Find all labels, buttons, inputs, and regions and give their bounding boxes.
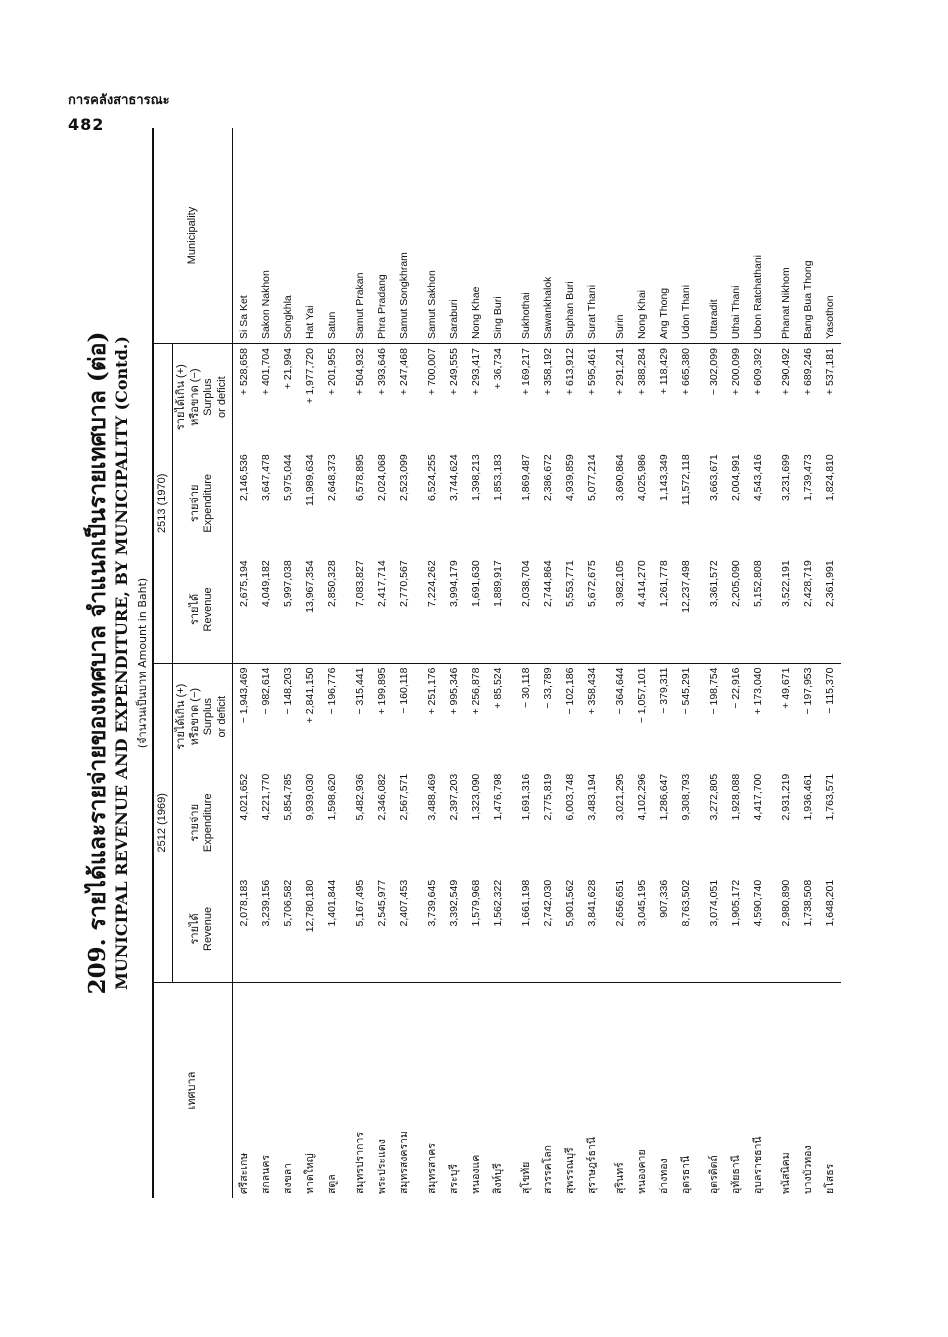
table-row bbox=[232, 128, 255, 1198]
english-municipality-cell: Ubon Ratchathani bbox=[747, 128, 769, 344]
expenditure-1970-cell: 1,824,810 bbox=[823, 454, 836, 501]
surplus-1970-cell: − 302,099 bbox=[707, 348, 720, 396]
thai-municipality-cell: สมุทรสงคราม bbox=[393, 983, 415, 1198]
expenditure-1969-cell: 1,323,090 bbox=[469, 773, 482, 821]
expenditure-1970-cell: 11,989,634 bbox=[303, 454, 316, 507]
thai-municipality-cell: สิงห์บุรี bbox=[487, 983, 509, 1198]
revenue-1969-cell: 2,078,183 bbox=[237, 879, 250, 927]
surplus-1969-cell: + 2,841,150 bbox=[303, 667, 316, 724]
table-row bbox=[797, 128, 819, 1198]
revenue-1970-cell: 7,224,262 bbox=[421, 556, 443, 663]
revenue-1969-cell: 5,901,562 bbox=[563, 879, 576, 927]
expenditure-1969-cell: 1,476,798 bbox=[491, 773, 504, 821]
expenditure-1969-cell: 2,567,571 bbox=[397, 773, 410, 821]
expenditure-1969-cell: 9,308,793 bbox=[679, 773, 692, 821]
table-row bbox=[631, 128, 653, 1198]
revenue-1969-cell: 1,738,508 bbox=[801, 879, 814, 927]
surplus-1969-cell: − 545,291 bbox=[679, 667, 692, 715]
revenue-1969-cell: 4,590,740 bbox=[751, 879, 764, 927]
expenditure-1970-cell: 11,572,118 bbox=[679, 454, 692, 506]
revenue-1969-cell: 2,980,890 bbox=[779, 879, 792, 927]
revenue-1970-cell: 1,889,917 bbox=[487, 556, 509, 663]
table-row bbox=[349, 128, 371, 1198]
thai-municipality-cell: สมุทรสาคร bbox=[421, 983, 443, 1198]
surplus-1970-cell: + 537,181 bbox=[823, 348, 836, 396]
english-municipality-cell: Nong Khae bbox=[465, 128, 487, 344]
expenditure-1970-cell: 4,939,859 bbox=[563, 454, 576, 501]
expenditure-1969-cell: 3,021,295 bbox=[613, 773, 626, 821]
surplus-1970-cell: + 118,429 bbox=[657, 348, 670, 395]
surplus-1969-cell: − 379,311 bbox=[657, 667, 670, 714]
surplus-1970-cell: + 201,955 bbox=[325, 348, 338, 396]
surplus-1970-cell: + 504,932 bbox=[353, 348, 366, 396]
surplus-1969-cell: − 364,644 bbox=[613, 667, 626, 715]
thai-municipality-cell: หาดใหญ่ bbox=[299, 983, 321, 1198]
thai-municipality-cell: อุตรดิตถ์ bbox=[703, 983, 725, 1198]
revenue-1969-cell: 2,407,453 bbox=[397, 879, 410, 927]
expenditure-1970-cell: 3,690,864 bbox=[613, 454, 626, 501]
thai-municipality-cell: สตูล bbox=[321, 983, 343, 1198]
surplus-1970-cell: + 595,461 bbox=[585, 348, 598, 396]
thai-municipality-cell: ยโสธร bbox=[819, 983, 841, 1198]
english-municipality-cell: Hat Yai bbox=[299, 128, 321, 344]
expenditure-1969-cell: 1,763,571 bbox=[823, 773, 836, 821]
col-expenditure-1970: รายจ่าย Expenditure bbox=[188, 473, 215, 533]
thai-municipality-cell: อุดรธานี bbox=[675, 983, 697, 1198]
table-title-thai: 209. รายได้และรายจ่ายของเทศบาล จำแนกเป็นรายเทศบาล (ต่อ) bbox=[84, 331, 111, 995]
revenue-1969-cell: 2,656,651 bbox=[613, 879, 626, 927]
expenditure-1969-cell: 2,346,082 bbox=[375, 773, 388, 821]
revenue-1970-cell: 5,152,808 bbox=[747, 556, 769, 663]
english-municipality-cell: Phra Pradang bbox=[371, 128, 393, 344]
expenditure-1969-cell: 1,691,316 bbox=[519, 773, 532, 821]
surplus-1970-cell: + 528,658 bbox=[237, 348, 250, 396]
surplus-1969-cell: + 251,176 bbox=[425, 667, 438, 715]
surplus-1970-cell: + 247,468 bbox=[397, 348, 410, 396]
expenditure-1970-cell: 2,004,991 bbox=[729, 454, 742, 501]
expenditure-1970-cell: 2,523,099 bbox=[397, 454, 410, 501]
expenditure-1969-cell: 5,482,936 bbox=[353, 773, 366, 821]
expenditure-1970-cell: 2,146,536 bbox=[237, 454, 250, 501]
thai-municipality-cell: สมุทรปราการ bbox=[349, 983, 371, 1198]
revenue-1969-cell: 8,763,502 bbox=[679, 879, 692, 927]
table-row bbox=[487, 128, 509, 1198]
surplus-1970-cell: + 293,417 bbox=[469, 348, 482, 396]
revenue-1970-cell: 12,237,498 bbox=[675, 556, 697, 663]
surplus-1969-cell: + 173,040 bbox=[751, 667, 764, 715]
expenditure-1970-cell: 3,647,478 bbox=[259, 454, 272, 501]
expenditure-1970-cell: 3,231,699 bbox=[779, 454, 792, 501]
table-row bbox=[299, 128, 321, 1198]
rotated-table-stage bbox=[60, 128, 890, 1198]
thai-municipality-cell: บางบัวทอง bbox=[797, 983, 819, 1198]
surplus-1970-cell: + 700,007 bbox=[425, 348, 438, 396]
thai-municipality-cell: สุรินทร์ bbox=[609, 983, 631, 1198]
expenditure-1969-cell: 3,483,194 bbox=[585, 773, 598, 821]
surplus-1970-cell: + 1,977,720 bbox=[303, 348, 316, 404]
surplus-1969-cell: + 358,434 bbox=[585, 667, 598, 715]
surplus-1970-cell: + 358,192 bbox=[541, 348, 554, 396]
expenditure-1969-cell: 2,397,203 bbox=[447, 773, 460, 821]
revenue-1969-cell: 3,739,645 bbox=[425, 879, 438, 927]
thai-municipality-cell: หนองคาย bbox=[631, 983, 653, 1198]
table-body bbox=[232, 128, 841, 1198]
revenue-1969-cell: 5,706,582 bbox=[281, 879, 294, 927]
table-row bbox=[725, 128, 747, 1198]
thai-municipality-cell: อ่างทอง bbox=[653, 983, 675, 1198]
surplus-1970-cell: + 36,734 bbox=[491, 348, 504, 390]
thai-municipality-cell: อุทัยธานี bbox=[725, 983, 747, 1198]
revenue-1970-cell: 7,083,827 bbox=[349, 556, 371, 663]
expenditure-1970-cell: 1,143,349 bbox=[657, 454, 670, 501]
revenue-1970-cell: 4,049,182 bbox=[255, 556, 277, 663]
surplus-1970-cell: + 393,646 bbox=[375, 348, 388, 396]
expenditure-1969-cell: 4,417,700 bbox=[751, 773, 764, 821]
english-municipality-cell: Yasothon bbox=[819, 128, 841, 344]
section-header: การคลังสาธารณะ bbox=[68, 93, 170, 108]
revenue-1969-cell: 1,648,201 bbox=[823, 879, 836, 927]
revenue-1969-cell: 3,045,195 bbox=[635, 879, 648, 927]
expenditure-1969-cell: 1,286,647 bbox=[657, 773, 670, 821]
expenditure-1969-cell: 4,221,770 bbox=[259, 773, 272, 821]
revenue-1970-cell: 2,205,090 bbox=[725, 556, 747, 663]
english-municipality-cell: Surin bbox=[609, 128, 631, 344]
col-surplus-1969: รายได้เกิน (+) หรือขาด (−) Surplus or deficit bbox=[174, 683, 228, 750]
english-municipality-cell: Sukhothai bbox=[515, 128, 537, 344]
thai-municipality-cell: พนัสนิคม bbox=[775, 983, 797, 1198]
revenue-1970-cell: 2,770,567 bbox=[393, 556, 415, 663]
revenue-1970-cell: 1,691,630 bbox=[465, 556, 487, 663]
surplus-1969-cell: + 49,671 bbox=[779, 667, 792, 709]
expenditure-1969-cell: 1,598,620 bbox=[325, 773, 338, 821]
surplus-1969-cell: − 22,916 bbox=[729, 667, 742, 709]
revenue-1970-cell: 2,361,991 bbox=[819, 556, 841, 663]
surplus-1969-cell: − 198,754 bbox=[707, 667, 720, 715]
revenue-1969-cell: 2,545,977 bbox=[375, 879, 388, 927]
table-row bbox=[393, 128, 415, 1198]
expenditure-1970-cell: 2,386,672 bbox=[541, 454, 554, 501]
english-municipality-cell: Bang Bua Thong bbox=[797, 128, 819, 344]
table-row bbox=[321, 128, 343, 1198]
surplus-1969-cell: + 85,524 bbox=[491, 667, 504, 709]
revenue-1970-cell: 2,417,714 bbox=[371, 556, 393, 663]
col-english-municipality: Municipality bbox=[153, 128, 232, 344]
thai-municipality-cell: สกลนคร bbox=[255, 983, 277, 1198]
thai-municipality-cell: พระประแดง bbox=[371, 983, 393, 1198]
revenue-1969-cell: 1,562,322 bbox=[491, 879, 504, 927]
revenue-1970-cell: 2,428,719 bbox=[797, 556, 819, 663]
table-row bbox=[775, 128, 797, 1198]
english-municipality-cell: Samut Sakhon bbox=[421, 128, 443, 344]
table-row bbox=[371, 128, 393, 1198]
revenue-1969-cell: 3,074,051 bbox=[707, 879, 720, 927]
expenditure-1970-cell: 4,543,416 bbox=[751, 454, 764, 501]
col-year-1970: 2513 (1970) bbox=[153, 344, 172, 663]
expenditure-1970-cell: 3,744,624 bbox=[447, 454, 460, 501]
revenue-1969-cell: 1,579,968 bbox=[469, 879, 482, 927]
english-municipality-cell: Uttaradit bbox=[703, 128, 725, 344]
table-row bbox=[581, 128, 603, 1198]
english-municipality-cell: Samut Songkhram bbox=[393, 128, 415, 344]
thai-municipality-cell: สวรรคโลก bbox=[537, 983, 559, 1198]
col-expenditure-1969: รายจ่าย Expenditure bbox=[188, 793, 215, 853]
expenditure-1969-cell: 5,854,785 bbox=[281, 773, 294, 821]
surplus-1970-cell: + 388,284 bbox=[635, 348, 648, 396]
surplus-1969-cell: + 995,346 bbox=[447, 667, 460, 715]
expenditure-1970-cell: 1,869,487 bbox=[519, 454, 532, 501]
surplus-1969-cell: + 199,895 bbox=[375, 667, 388, 715]
english-municipality-cell: Sakon Nakhon bbox=[255, 128, 277, 344]
thai-municipality-cell: สุราษฎร์ธานี bbox=[581, 983, 603, 1198]
revenue-1970-cell: 5,553,771 bbox=[559, 556, 581, 663]
surplus-1970-cell: + 290,492 bbox=[779, 348, 792, 396]
surplus-1970-cell: + 609,392 bbox=[751, 348, 764, 396]
expenditure-1969-cell: 1,936,461 bbox=[801, 773, 814, 821]
table-row bbox=[465, 128, 487, 1198]
english-municipality-cell: Sing Buri bbox=[487, 128, 509, 344]
revenue-1970-cell: 2,744,864 bbox=[537, 556, 559, 663]
revenue-1970-cell: 3,361,572 bbox=[703, 556, 725, 663]
surplus-1969-cell: − 315,441 bbox=[353, 667, 366, 715]
surplus-1969-cell: − 160,118 bbox=[397, 667, 410, 714]
english-municipality-cell: Phanat Nikhom bbox=[775, 128, 797, 344]
english-municipality-cell: Si Sa Ket bbox=[232, 128, 255, 344]
surplus-1970-cell: + 249,555 bbox=[447, 348, 460, 396]
revenue-1970-cell: 3,994,179 bbox=[443, 556, 465, 663]
table-unit: (จำนวนเป็นบาท Amount in Baht) bbox=[136, 577, 149, 749]
expenditure-1970-cell: 4,025,986 bbox=[635, 454, 648, 501]
english-municipality-cell: Ang Thong bbox=[653, 128, 675, 344]
expenditure-1970-cell: 5,077,214 bbox=[585, 454, 598, 501]
table-row bbox=[443, 128, 465, 1198]
surplus-1970-cell: + 665,380 bbox=[679, 348, 692, 396]
english-municipality-cell: Nong Khai bbox=[631, 128, 653, 344]
revenue-1970-cell: 5,997,038 bbox=[277, 556, 299, 663]
surplus-1969-cell: − 982,614 bbox=[259, 667, 272, 715]
expenditure-1970-cell: 6,524,255 bbox=[425, 454, 438, 501]
surplus-1969-cell: − 197,953 bbox=[801, 667, 814, 715]
revenue-1969-cell: 5,167,495 bbox=[353, 879, 366, 927]
revenue-1970-cell: 2,038,704 bbox=[515, 556, 537, 663]
surplus-1969-cell: − 30,118 bbox=[519, 667, 532, 708]
revenue-1970-cell: 4,414,270 bbox=[631, 556, 653, 663]
expenditure-1969-cell: 6,003,748 bbox=[563, 773, 576, 821]
page-number: 482 bbox=[68, 115, 105, 134]
table-row bbox=[747, 128, 769, 1198]
thai-municipality-cell: สระบุรี bbox=[443, 983, 465, 1198]
table-row bbox=[703, 128, 725, 1198]
revenue-1970-cell: 2,850,328 bbox=[321, 556, 343, 663]
revenue-1969-cell: 3,841,628 bbox=[585, 879, 598, 927]
surplus-1970-cell: + 200,099 bbox=[729, 348, 742, 396]
english-municipality-cell: Songkhla bbox=[277, 128, 299, 344]
english-municipality-cell: Satun bbox=[321, 128, 343, 344]
english-municipality-cell: Udon Thani bbox=[675, 128, 697, 344]
surplus-1969-cell: − 1,943,469 bbox=[237, 667, 250, 724]
surplus-1969-cell: − 1,057,101 bbox=[635, 667, 648, 724]
col-revenue-1970: รายได้ Revenue bbox=[172, 556, 232, 663]
revenue-1969-cell: 907,336 bbox=[657, 879, 670, 918]
table-row bbox=[255, 128, 277, 1198]
revenue-1969-cell: 2,742,030 bbox=[541, 879, 554, 927]
english-municipality-cell: Surat Thani bbox=[581, 128, 603, 344]
col-thai-municipality: เทศบาล bbox=[153, 983, 232, 1198]
table-row bbox=[277, 128, 299, 1198]
expenditure-1970-cell: 1,853,183 bbox=[491, 454, 504, 501]
expenditure-1969-cell: 3,488,469 bbox=[425, 773, 438, 821]
table-row bbox=[653, 128, 675, 1198]
table-title-english: MUNICIPAL REVENUE AND EXPENDITURE, BY MUNICIPALITY (Contd.) bbox=[112, 336, 131, 990]
expenditure-1969-cell: 4,021,652 bbox=[237, 773, 250, 821]
revenue-1970-cell: 1,261,778 bbox=[653, 556, 675, 663]
revenue-table bbox=[152, 128, 841, 1198]
english-municipality-cell: Samut Prakan bbox=[349, 128, 371, 344]
surplus-1970-cell: + 291,241 bbox=[613, 348, 626, 396]
expenditure-1970-cell: 3,663,671 bbox=[707, 454, 720, 501]
surplus-1969-cell: − 33,789 bbox=[541, 667, 554, 709]
revenue-1969-cell: 1,661,198 bbox=[519, 879, 532, 927]
expenditure-1969-cell: 9,939,030 bbox=[303, 773, 316, 821]
surplus-1970-cell: + 689,246 bbox=[801, 348, 814, 396]
revenue-1969-cell: 1,905,172 bbox=[729, 879, 742, 927]
english-municipality-cell: Uthai Thani bbox=[725, 128, 747, 344]
thai-municipality-cell: หนองแค bbox=[465, 983, 487, 1198]
revenue-1969-cell: 12,780,180 bbox=[303, 879, 316, 933]
expenditure-1969-cell: 2,931,219 bbox=[779, 773, 792, 821]
thai-municipality-cell: สุพรรณบุรี bbox=[559, 983, 581, 1198]
revenue-1970-cell: 3,522,191 bbox=[775, 556, 797, 663]
english-municipality-cell: Sawankhalok bbox=[537, 128, 559, 344]
col-revenue-1969: รายได้ Revenue bbox=[188, 906, 215, 951]
surplus-1969-cell: − 115,370 bbox=[823, 667, 836, 714]
thai-municipality-cell: สุโขทัย bbox=[515, 983, 537, 1198]
table-row bbox=[515, 128, 537, 1198]
col-surplus-1970: รายได้เกิน (+) หรือขาด (−) Surplus or deficit bbox=[174, 364, 228, 431]
revenue-1970-cell: 2,675,194 bbox=[232, 556, 255, 663]
thai-municipality-cell: ศรีสะเกษ bbox=[232, 983, 255, 1198]
revenue-1969-cell: 3,392,549 bbox=[447, 879, 460, 927]
expenditure-1970-cell: 1,398,213 bbox=[469, 454, 482, 501]
expenditure-1970-cell: 5,975,044 bbox=[281, 454, 294, 501]
expenditure-1970-cell: 1,739,473 bbox=[801, 454, 814, 501]
thai-municipality-cell: อุบลราชธานี bbox=[747, 983, 769, 1198]
expenditure-1969-cell: 3,272,805 bbox=[707, 773, 720, 821]
expenditure-1970-cell: 6,578,895 bbox=[353, 454, 366, 501]
revenue-1970-cell: 13,967,354 bbox=[299, 556, 321, 663]
surplus-1970-cell: + 613,912 bbox=[563, 348, 576, 396]
table-row bbox=[675, 128, 697, 1198]
surplus-1970-cell: + 169,217 bbox=[519, 348, 532, 396]
surplus-1970-cell: + 21,994 bbox=[281, 348, 294, 390]
surplus-1969-cell: − 148,203 bbox=[281, 667, 294, 715]
revenue-1970-cell: 3,982,105 bbox=[609, 556, 631, 663]
table-row bbox=[421, 128, 443, 1198]
table-row bbox=[609, 128, 631, 1198]
revenue-1969-cell: 1,401,844 bbox=[325, 879, 338, 927]
table-row bbox=[559, 128, 581, 1198]
surplus-1969-cell: − 102,186 bbox=[563, 667, 576, 715]
surplus-1969-cell: + 256,878 bbox=[469, 667, 482, 715]
expenditure-1969-cell: 2,775,819 bbox=[541, 773, 554, 821]
expenditure-1969-cell: 4,102,296 bbox=[635, 773, 648, 821]
revenue-1970-cell: 5,672,675 bbox=[581, 556, 603, 663]
table-row bbox=[819, 128, 841, 1198]
col-year-1969: 2512 (1969) bbox=[153, 663, 172, 982]
english-municipality-cell: Saraburi bbox=[443, 128, 465, 344]
table-row bbox=[537, 128, 559, 1198]
surplus-1970-cell: + 401,704 bbox=[259, 348, 272, 396]
expenditure-1970-cell: 2,024,068 bbox=[375, 454, 388, 501]
english-municipality-cell: Suphan Buri bbox=[559, 128, 581, 344]
revenue-1969-cell: 3,239,156 bbox=[259, 879, 272, 927]
surplus-1969-cell: − 196,776 bbox=[325, 667, 338, 715]
expenditure-1969-cell: 1,928,088 bbox=[729, 773, 742, 821]
expenditure-1970-cell: 2,648,373 bbox=[325, 454, 338, 501]
table-number: 209. bbox=[84, 938, 111, 995]
thai-municipality-cell: สงขลา bbox=[277, 983, 299, 1198]
